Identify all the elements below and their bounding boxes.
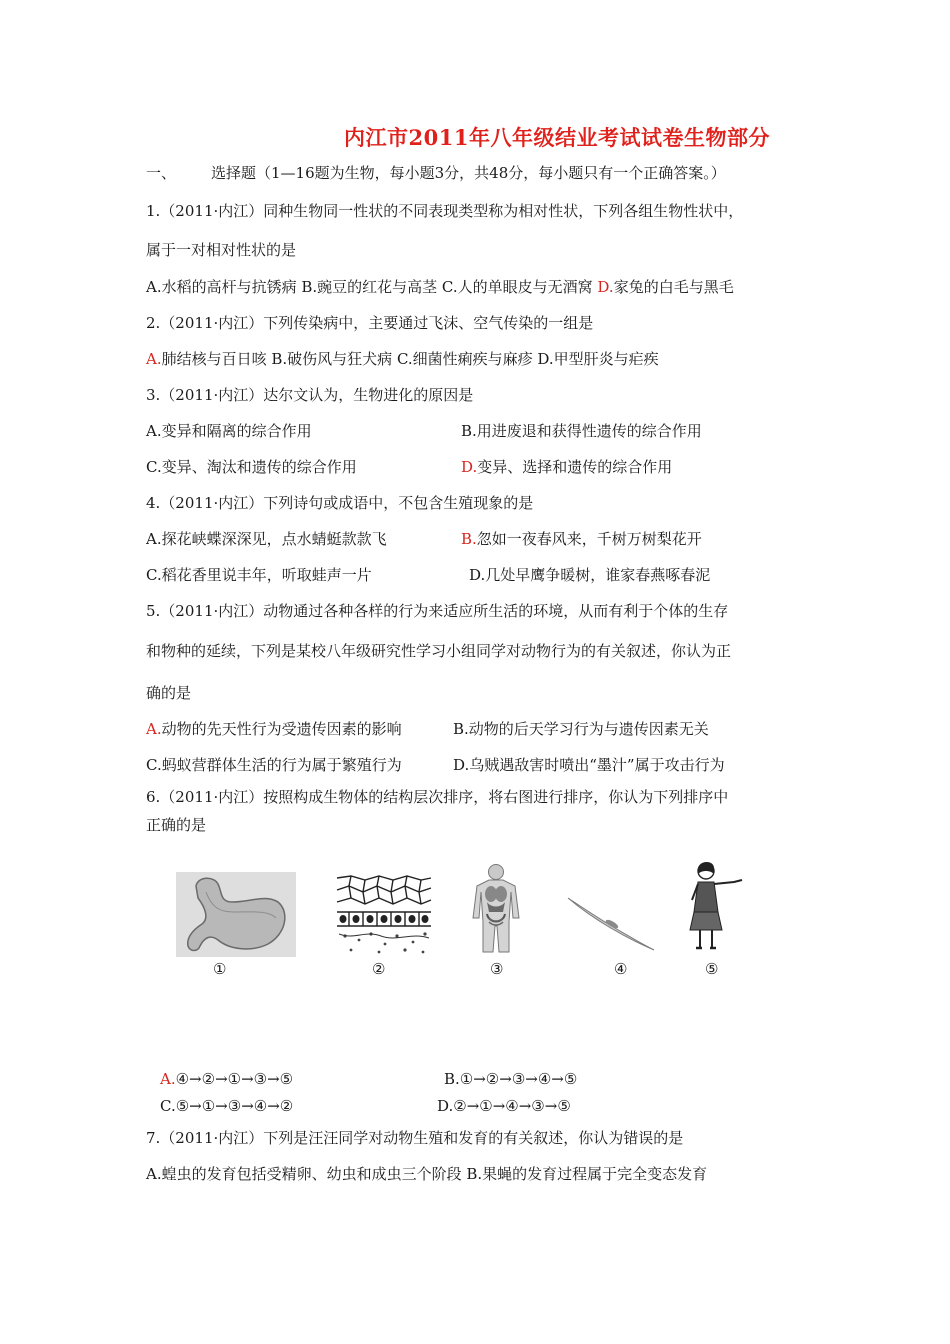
q3-option-d (461, 457, 672, 477)
q3-stem: 3.（2011·内江）达尔文认为，生物进化的原因是 (146, 386, 474, 404)
section-number: 一、 (146, 164, 177, 182)
q7-stem: 7.（2011·内江）下列是汪汪同学对动物生殖和发育的有关叙述，你认为错误的是 (146, 1129, 684, 1147)
q5-option-c: C.蚂蚁营群体生活的行为属于繁殖行为 (146, 756, 402, 774)
q5-option-d: D.乌贼遇敌害时喷出“墨汁”属于攻击行为 (453, 756, 725, 774)
q4-stem: 4.（2011·内江）下列诗句或成语中，不包含生殖现象的是 (146, 494, 534, 512)
q6-option-c: C.⑤→①→③→④→② (160, 1097, 294, 1115)
q1-stem-line2: 属于一对相对性状的是 (146, 241, 297, 259)
q3-answer-letter: D. (461, 458, 478, 476)
q6-stem-line1: 6.（2011·内江）按照构成生物体的结构层次排序，将右图进行排序，你认为下列排序中 (146, 788, 729, 806)
q6-option-b: B.①→②→③→④→⑤ (444, 1070, 578, 1088)
q4-option-b (461, 529, 702, 549)
q5-option-b: B.动物的后天学习行为与遗传因素无关 (453, 720, 709, 738)
q4-option-c: C.稻花香里说丰年，听取蛙声一片 (146, 566, 372, 584)
q1-stem-line1: 1.（2011·内江）同种生物同一性状的不同表现类型称为相对性状，下列各组生物性状中， (146, 202, 744, 220)
q2-options-text: 肺结核与百日咳 B.破伤风与狂犬病 C.细菌性痢疾与麻疹 D.甲型肝炎与疟疾 (161, 350, 659, 368)
q3-option-b: B.用进废退和获得性遗传的综合作用 (461, 422, 702, 440)
page-title: 内江市2011年八年级结业考试试卷生物部分 (344, 125, 770, 150)
q6-option-a-text: ④→②→①→③→⑤ (175, 1070, 294, 1088)
q3-option-a: A.变异和隔离的综合作用 (146, 422, 312, 440)
q2-answer-letter: A. (146, 350, 162, 368)
q3-option-c: C.变异、淘汰和遗传的综合作用 (146, 458, 357, 476)
q1-options (146, 277, 734, 297)
section-heading: 选择题（1—16题为生物，每小题3分，共48分，每小题只有一个正确答案。） (211, 164, 726, 182)
q6-option-d: D.②→①→④→③→⑤ (437, 1097, 571, 1115)
q3-option-d-text: 变异、选择和遗传的综合作用 (477, 458, 673, 476)
q5-stem-line3: 确的是 (146, 684, 192, 702)
q4-answer-letter: B. (461, 530, 477, 548)
q6-answer-letter: A. (160, 1070, 176, 1088)
q6-option-a (160, 1069, 293, 1089)
figure-label-3: ③ (490, 960, 504, 978)
q5-stem-line1: 5.（2011·内江）动物通过各种各样的行为来适应所生活的环境，从而有利于个体的生存 (146, 602, 729, 620)
q4-option-b-text: 忽如一夜春风来，千树万树梨花开 (476, 530, 702, 548)
figure-label-1: ① (213, 960, 227, 978)
q2-stem: 2.（2011·内江）下列传染病中，主要通过飞沫、空气传染的一组是 (146, 314, 594, 332)
q7-options-ab: A.蝗虫的发育包括受精卵、幼虫和成虫三个阶段 B.果蝇的发育过程属于完全变态发育 (146, 1165, 708, 1183)
q1-options-abc: A.水稻的高杆与抗锈病 B.豌豆的红花与高茎 C.人的单眼皮与无酒窝 (146, 278, 598, 296)
person-figure (684, 860, 746, 954)
q6-stem-line2: 正确的是 (146, 816, 207, 834)
figure-label-5: ⑤ (705, 960, 719, 978)
muscle-cell-figure (566, 894, 656, 954)
human-body-figure (465, 862, 527, 954)
q4-option-a: A.探花峡蝶深深见，点水蜻蜓款款飞 (146, 530, 387, 548)
figure-label-2: ② (372, 960, 386, 978)
q5-option-a (146, 719, 402, 739)
tissue-figure (335, 874, 433, 956)
figure-label-4: ④ (614, 960, 628, 978)
q4-option-d: D.几处早鹰争暖树，谁家春燕啄春泥 (469, 566, 711, 584)
stomach-figure (176, 872, 296, 957)
q2-options (146, 349, 659, 369)
q6-figures (0, 860, 950, 990)
q5-option-a-text: 动物的先天性行为受遗传因素的影响 (161, 720, 402, 738)
q5-answer-letter: A. (146, 720, 162, 738)
q1-option-d-text: 家兔的白毛与黑毛 (613, 278, 734, 296)
q1-answer-letter: D. (597, 278, 614, 296)
q5-stem-line2: 和物种的延续，下列是某校八年级研究性学习小组同学对动物行为的有关叙述，你认为正 (146, 642, 732, 660)
